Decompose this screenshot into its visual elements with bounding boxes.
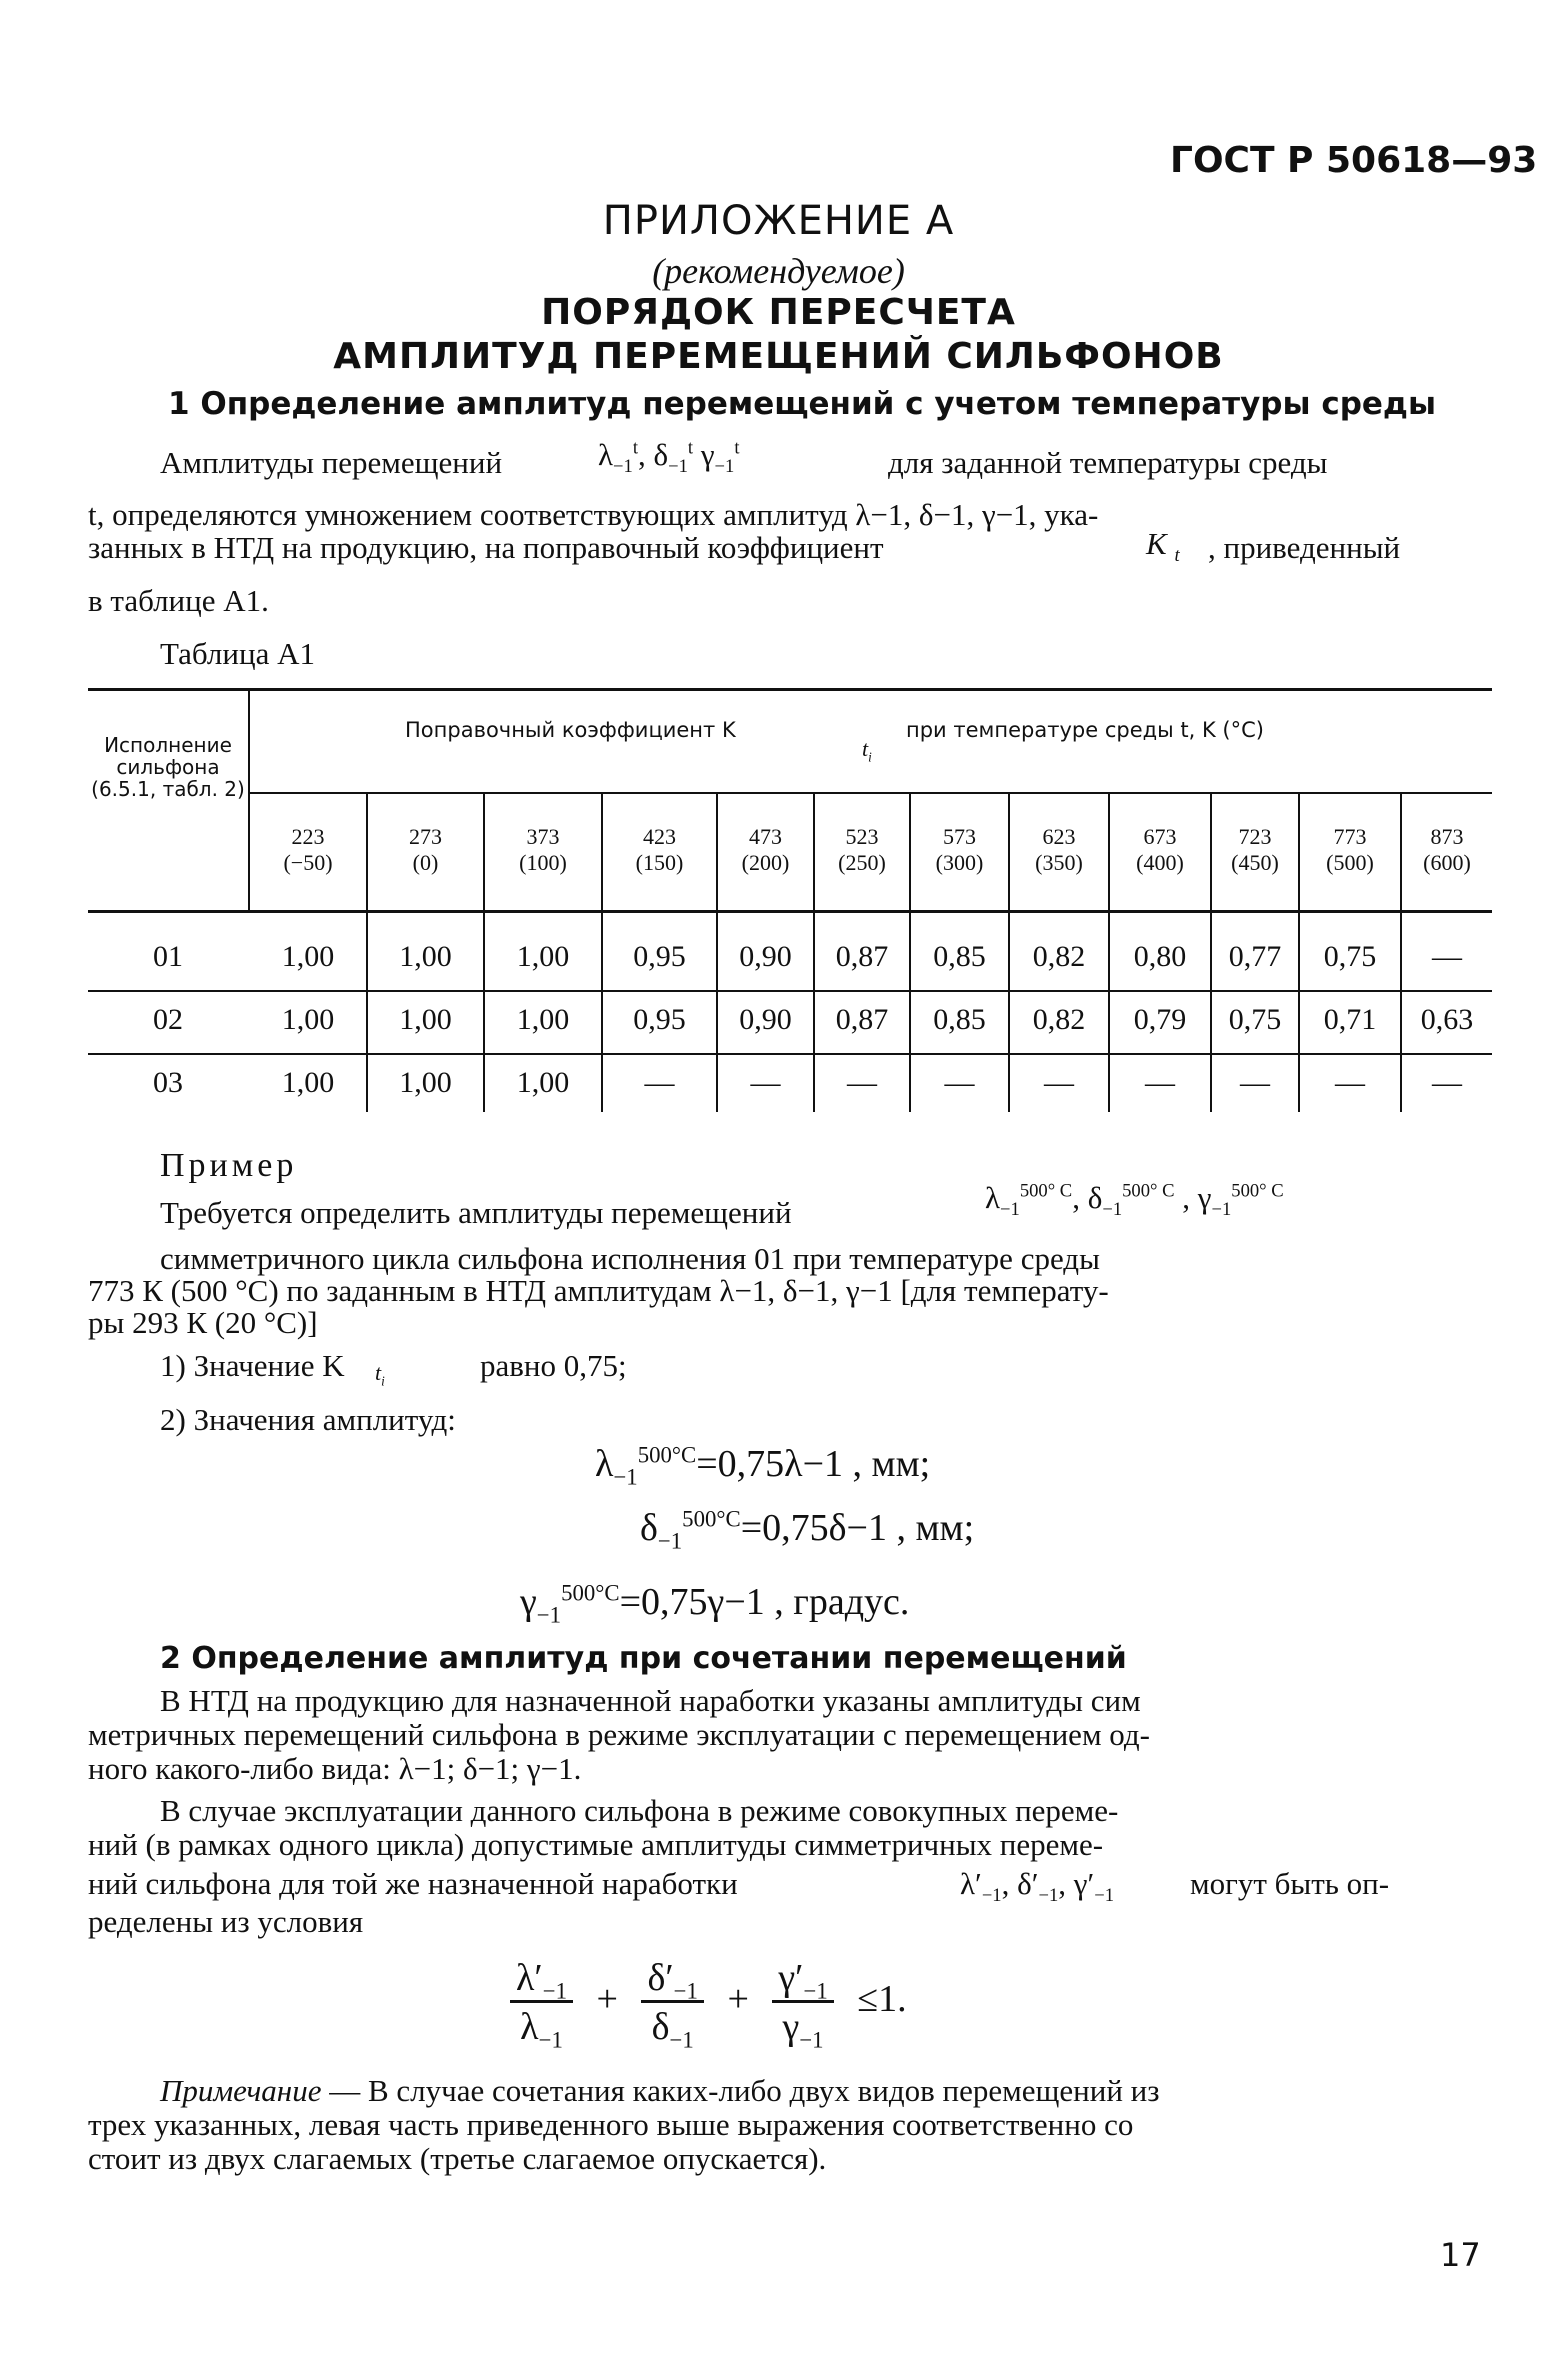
- coeff-symbol-k: K $_t$: [1146, 526, 1180, 567]
- table-group-rule: [248, 792, 1492, 794]
- table-col-header: 773 (500): [1326, 824, 1374, 875]
- formula-lambda-rhs: =0,75λ−1 , мм;: [696, 1443, 931, 1485]
- table-cell: 1,00: [516, 940, 570, 973]
- table-row-rule: [88, 1053, 1492, 1055]
- fraction-delta: $\frac{\delta'_{-1}}{\delta_{-1}}$: [641, 1956, 703, 2049]
- table-col-header: 673 (400): [1136, 824, 1184, 875]
- formula-delta: $\delta_{-1}^{500^\circ C}=0,75\delta-1$ , мм;: [640, 1506, 975, 1554]
- table-cell: —: [1335, 1066, 1365, 1099]
- table-cell: 0,79: [1133, 1003, 1187, 1036]
- table-cell: 0,75: [1323, 940, 1377, 973]
- section2-p1-l2: метричных перемещений сильфона в режиме эксплуатации с перемещением од-: [88, 1717, 1151, 1752]
- section2-p1-l1: В НТД на продукцию для назначенной наработки указаны амплитуды сим: [160, 1683, 1141, 1718]
- formula-delta-rhs: =0,75δ−1 , мм;: [740, 1507, 975, 1549]
- table-cell: 0,95: [633, 1003, 686, 1036]
- table-cell: 0,85: [933, 1003, 986, 1036]
- gost-header: ГОСТ Р 50618—93: [1170, 140, 1538, 181]
- page-number: 17: [1440, 2236, 1481, 2274]
- heading-line1: ПОРЯДОК ПЕРЕСЧЕТА: [541, 292, 1016, 333]
- table-col-header: 223 (−50): [283, 824, 333, 875]
- table-cell: 1,00: [281, 1003, 335, 1036]
- example-line4: ры 293 К (20 °С)]: [88, 1305, 318, 1340]
- note-label: Примечание: [160, 2073, 322, 2108]
- section2-p2-symbols: $\lambda'_{-1}$, $\delta'_{-1}$, $\gamma'_{-1}$: [960, 1866, 1115, 1907]
- table-row-name: 02: [153, 1003, 183, 1036]
- table-col-header: 273 (0): [409, 824, 442, 875]
- table-col-header: 373 (100): [519, 824, 567, 875]
- table-col-header: 473 (200): [741, 824, 790, 875]
- table-cell: 1,00: [399, 1003, 452, 1036]
- section1-p1-line2: t, определяются умножением соответствующих амплитуд λ−1, δ−1, γ−1, ука-: [88, 497, 1099, 532]
- table-label: Таблица А1: [160, 636, 315, 671]
- table-cell: —: [1432, 940, 1462, 973]
- example-line1: Требуется определить амплитуды перемещений: [160, 1195, 792, 1230]
- table-cell: 0,87: [835, 1003, 889, 1036]
- section2-p2-l1: В случае эксплуатации данного сильфона в режиме совокупных переме-: [160, 1793, 1119, 1828]
- heading-line2: АМПЛИТУД ПЕРЕМЕЩЕНИЙ СИЛЬФОНОВ: [333, 336, 1224, 377]
- example-step1-sub: $t_i$: [375, 1360, 385, 1389]
- table-cell: 1,00: [399, 940, 452, 973]
- example-symbols: $\lambda_{-1}^{500^\circ C}$, $\delta_{-1}^{500^\circ C}$ , $\gamma_{-1}^{500^\circ C}$: [985, 1180, 1284, 1221]
- section1-heading: 1 Определение амплитуд перемещений с учетом температуры среды: [168, 386, 1436, 422]
- example-line3: 773 К (500 °С) по заданным в НТД амплитудам λ−1, δ−1, γ−1 [для температу-: [88, 1273, 1109, 1308]
- section1-p1-line3b: , приведенный: [1208, 530, 1401, 565]
- formula-lambda: $\lambda_{-1}^{500^\circ C}=0,75\lambda-1$ , мм;: [595, 1442, 931, 1490]
- table-cell: 0,77: [1228, 940, 1282, 973]
- example-step2: 2) Значения амплитуд:: [160, 1402, 456, 1437]
- section1-p1-line4: в таблице А1.: [88, 583, 269, 618]
- table-cell: 1,00: [281, 940, 335, 973]
- inequality-formula: $\frac{\lambda'_{-1}}{\lambda_{-1}}$ + $\frac{\delta'_{-1}}{\delta_{-1}}$ + $\frac{\gamma'_{-1}}{\gamma_{-1}}$ ≤1.: [510, 1956, 907, 2049]
- table-col-header: 623 (350): [1035, 824, 1083, 875]
- table-cell: 0,87: [835, 940, 889, 973]
- section1-p1-line3a: занных в НТД на продукцию, на поправочный коэффициент: [88, 530, 884, 565]
- table-row-name: 03: [153, 1066, 183, 1099]
- fraction-gamma: $\frac{\gamma'_{-1}}{\gamma_{-1}}$: [772, 1956, 833, 2049]
- table-row-rule: [88, 990, 1492, 992]
- table-cell: 0,71: [1323, 1003, 1377, 1036]
- table-col-header: 723 (450): [1231, 824, 1279, 875]
- note-line1: [160, 2073, 1160, 2109]
- appendix-subtitle: (рекомендуемое): [652, 251, 905, 291]
- table-cell: 0,90: [739, 1003, 792, 1036]
- table-cell: —: [847, 1066, 877, 1099]
- section1-p1-line1a: Амплитуды перемещений: [160, 445, 503, 480]
- table-cell: 1,00: [281, 1066, 335, 1099]
- table-top-rule: [88, 688, 1492, 691]
- example-step1b: равно 0,75;: [480, 1348, 627, 1383]
- example-label: Пример: [160, 1147, 298, 1184]
- table-cell: 1,00: [399, 1066, 452, 1099]
- table-col-header: 523 (250): [838, 824, 886, 875]
- inequality-rhs: ≤1.: [857, 1978, 907, 2021]
- note-line2: трех указанных, левая часть приведенного выше выражения соответственно со: [88, 2107, 1134, 2142]
- table-cell: —: [1240, 1066, 1270, 1099]
- section2-p2-l4: ределены из условия: [88, 1904, 364, 1939]
- formula-gamma-rhs: =0,75γ−1 , градус.: [619, 1581, 910, 1623]
- section2-p1-l3: ного какого-либо вида: λ−1; δ−1; γ−1.: [88, 1751, 582, 1786]
- table-cell: —: [1044, 1066, 1074, 1099]
- table-cell: 0,85: [933, 940, 986, 973]
- table-cell: —: [1145, 1066, 1175, 1099]
- table-cell: 1,00: [516, 1003, 570, 1036]
- example-line2: симметричного цикла сильфона исполнения 01 при температуре среды: [160, 1241, 1100, 1276]
- note-text-1: — В случае сочетания каких-либо двух видов перемещений из: [321, 2073, 1160, 2108]
- amplitude-symbols: $\lambda_{-1}^t$, $\delta_{-1}^t$ $\gamma_{-1}^t$: [598, 437, 740, 478]
- table-group-header-a: Поправочный коэффициент K: [405, 718, 736, 742]
- fraction-lambda: $\frac{\lambda'_{-1}}{\lambda_{-1}}$: [510, 1956, 573, 2049]
- table-cell: 0,82: [1032, 1003, 1086, 1036]
- table-cell: 0,80: [1133, 940, 1187, 973]
- table-cell: 0,63: [1420, 1003, 1474, 1036]
- section1-p1-line1b: для заданной температуры среды: [888, 445, 1328, 480]
- table-cell: 0,75: [1228, 1003, 1282, 1036]
- section2-p2-l3a: ний сильфона для той же назначенной наработки: [88, 1866, 738, 1901]
- section2-heading: 2 Определение амплитуд при сочетании перемещений: [160, 1641, 1127, 1676]
- table-col-header: 873 (600): [1423, 824, 1471, 875]
- table-col-header: 573 (300): [935, 824, 984, 875]
- table-col0-divider: [248, 688, 250, 910]
- section2-p2-l3b: могут быть оп-: [1190, 1866, 1390, 1901]
- formula-gamma: $\gamma_{-1}^{500^\circ C}=0,75\gamma-1$ , градус.: [520, 1580, 910, 1628]
- table-cell: —: [944, 1066, 975, 1099]
- table-header-rule: [88, 910, 1492, 913]
- appendix-title: ПРИЛОЖЕНИЕ А: [602, 198, 955, 244]
- table-cell: 1,00: [516, 1066, 570, 1099]
- table-col-header: 423 (150): [635, 824, 684, 875]
- table-cell: —: [1432, 1066, 1462, 1099]
- table-col0-header: Исполнение сильфона (6.5.1, табл. 2): [91, 733, 245, 801]
- table-cell: 0,95: [633, 940, 686, 973]
- table-group-header-ti: $t_i$: [862, 736, 872, 765]
- example-step1a: 1) Значение K: [160, 1348, 345, 1383]
- section2-p2-l2: ний (в рамках одного цикла) допустимые амплитуды симметричных переме-: [88, 1827, 1104, 1862]
- table-cell: 0,82: [1032, 940, 1086, 973]
- note-line3: стоит из двух слагаемых (третье слагаемое опускается).: [88, 2141, 827, 2176]
- table-cell: 0,90: [739, 940, 792, 973]
- table-cell: —: [644, 1066, 675, 1099]
- table-group-header-b: при температуре среды t, K (°C): [906, 718, 1264, 742]
- table-row-name: 01: [153, 940, 183, 973]
- table-cell: —: [750, 1066, 781, 1099]
